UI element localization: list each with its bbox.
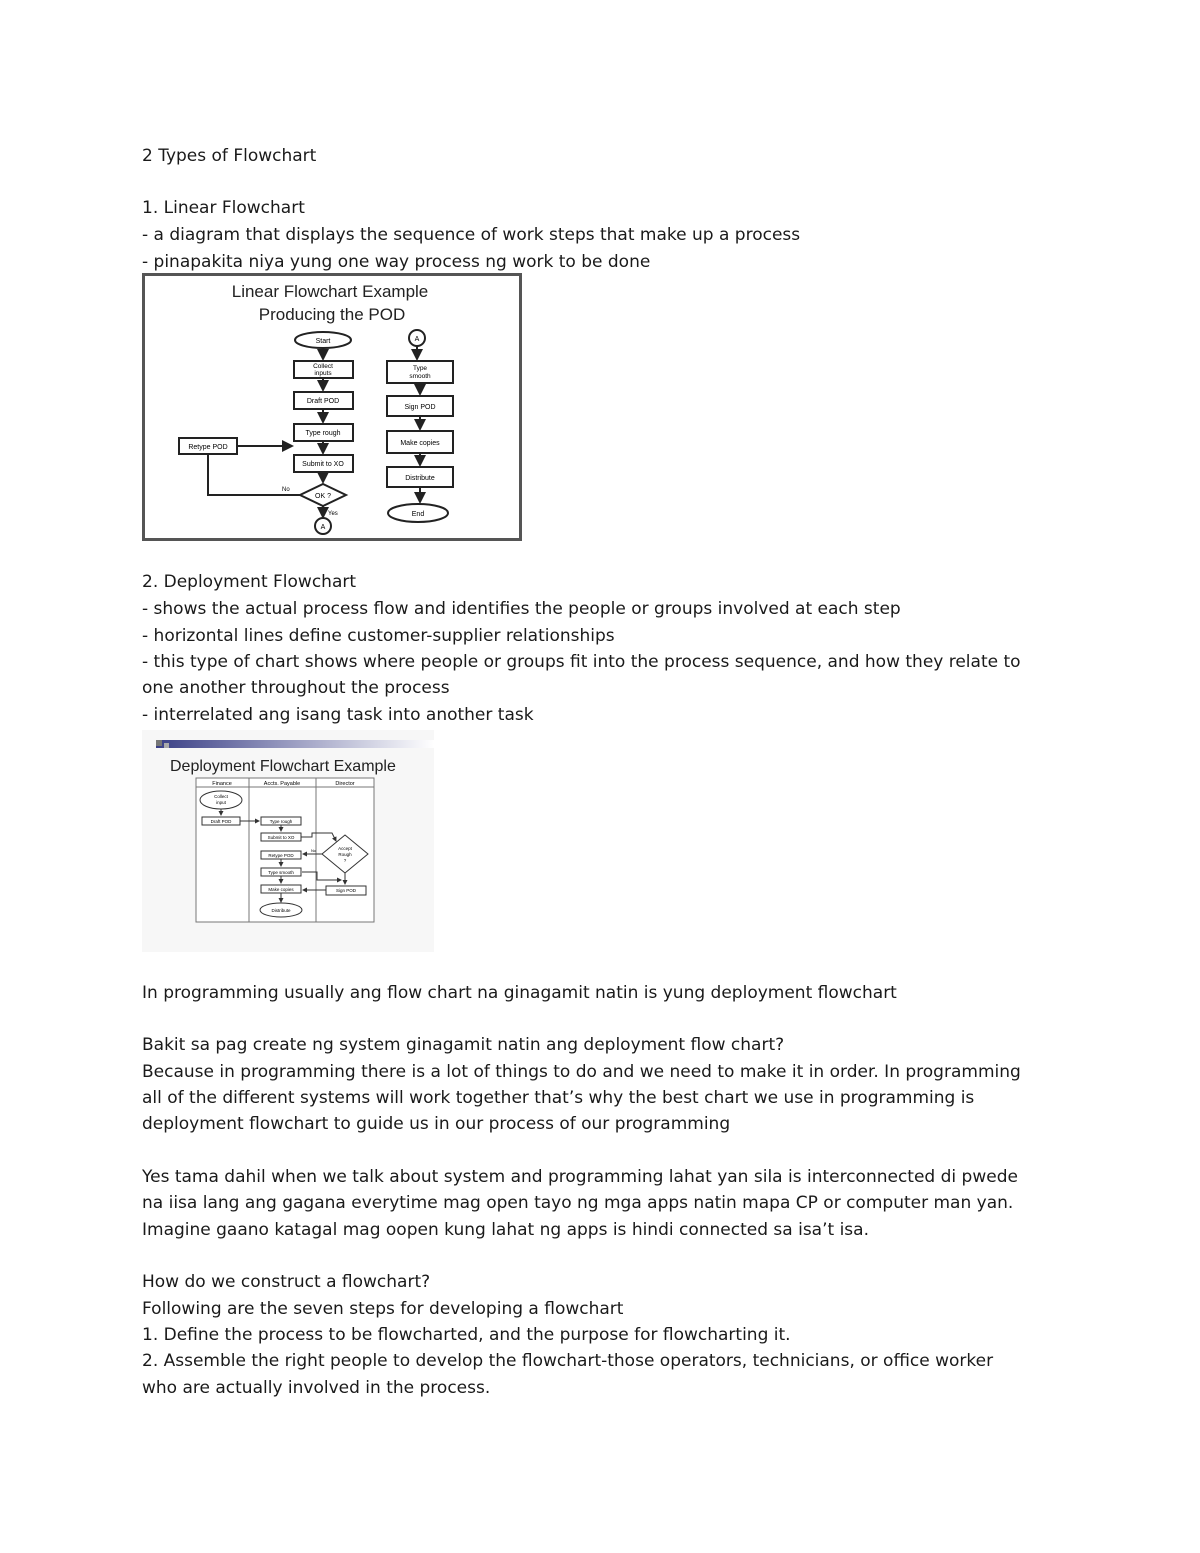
type-rough-label: Type rough <box>305 430 341 437</box>
figure-title: Linear Flowchart Example <box>231 282 429 301</box>
answer-line: Imagine gaano katagal mag oopen kung lahat ng apps is hindi connected sa isa’t isa. <box>142 1220 869 1240</box>
step-item-cont: who are actually involved in the process. <box>142 1378 491 1398</box>
collect-label: Collect <box>214 794 228 799</box>
type-smooth-label: Type smooth <box>268 870 294 875</box>
lane-label: Director <box>335 781 355 787</box>
section-2-bullet: - interrelated ang isang task into another task <box>142 705 534 725</box>
copies-label: Make copies <box>400 440 440 447</box>
answer-line: all of the different systems will work together that’s why the best chart we use in programming is <box>142 1088 975 1108</box>
no-label: No <box>282 487 290 493</box>
steps-intro: Following are the seven steps for developing a flowchart <box>142 1299 624 1319</box>
figure-title: Deployment Flowchart Example <box>170 758 396 775</box>
section-2-bullet-cont: one another throughout the process <box>142 678 450 698</box>
collect-label: inputs <box>314 370 332 377</box>
section-2-title: 2. Deployment Flowchart <box>142 572 357 592</box>
deployment-flowchart-figure <box>142 730 434 952</box>
submit-label: Submit to XO <box>267 835 295 840</box>
page-heading: 2 Types of Flowchart <box>142 146 317 166</box>
decision-label: Accept <box>338 846 352 851</box>
distribute-label: Distribute <box>405 475 435 482</box>
retype-label: Retype POD <box>268 853 294 858</box>
lane-label: Finance <box>212 781 232 787</box>
connector-label: A <box>320 524 326 531</box>
paragraph: In programming usually ang flow chart na ginagamit natin is yung deployment flowchart <box>142 983 897 1003</box>
section-2-bullet: - horizontal lines define customer-supplier relationships <box>142 626 615 646</box>
section-1-title: 1. Linear Flowchart <box>142 198 305 218</box>
question: Bakit sa pag create ng system ginagamit natin ang deployment flow chart? <box>142 1035 785 1055</box>
sign-label: Sign POD <box>335 888 357 893</box>
section-2-bullet: - this type of chart shows where people or groups fit into the process sequence, and how they relate to <box>142 652 1021 672</box>
decision-label: ? <box>343 858 347 863</box>
no-label: No <box>311 848 317 853</box>
decision-label: Rough <box>338 852 352 857</box>
answer-line: Because in programming there is a lot of things to do and we need to make it in order. In programming <box>142 1062 1021 1082</box>
type-smooth-label: smooth <box>409 373 431 380</box>
question: How do we construct a flowchart? <box>142 1272 431 1292</box>
retype-label: Retype POD <box>188 444 228 451</box>
collect-label: input <box>216 800 226 805</box>
ok-label: OK ? <box>315 493 331 500</box>
figure-subtitle: Producing the POD <box>258 305 406 324</box>
title-gradient-bar <box>156 740 434 748</box>
type-smooth-label: Type <box>412 365 428 372</box>
lane-label: Accts. Payable <box>263 781 301 787</box>
draft-label: Draft POD <box>306 398 340 405</box>
answer-line: deployment flowchart to guide us in our process of our programming <box>142 1114 731 1134</box>
answer-line: Yes tama dahil when we talk about system and programming lahat yan sila is interconnected di pwede <box>142 1167 1018 1187</box>
distribute-label: Distribute <box>271 908 291 913</box>
sign-label: Sign POD <box>404 404 436 411</box>
submit-label: Submit to XO <box>302 461 344 468</box>
step-item: 2. Assemble the right people to develop the flowchart-those operators, technicians, or office worker <box>142 1351 994 1371</box>
section-1-bullet: - pinapakita niya yung one way process ng work to be done <box>142 252 651 272</box>
start-label: Start <box>315 338 331 345</box>
collect-label: Collect <box>313 363 333 370</box>
section-1-bullet: - a diagram that displays the sequence of work steps that make up a process <box>142 225 801 245</box>
section-2-bullet: - shows the actual process flow and identifies the people or groups involved at each step <box>142 599 901 619</box>
type-rough-label: Type rough <box>269 819 293 824</box>
end-label: End <box>411 511 425 518</box>
draft-label: Draft POD <box>210 819 232 824</box>
answer-line: na iisa lang ang gagana everytime mag open tayo ng mga apps natin mapa CP or computer man yan. <box>142 1193 1014 1213</box>
copies-label: Make copies <box>268 887 294 892</box>
connector-label: A <box>414 336 420 343</box>
linear-flowchart-figure <box>142 273 522 541</box>
yes-label: Yes <box>328 511 338 517</box>
step-item: 1. Define the process to be flowcharted, and the purpose for flowcharting it. <box>142 1325 791 1345</box>
